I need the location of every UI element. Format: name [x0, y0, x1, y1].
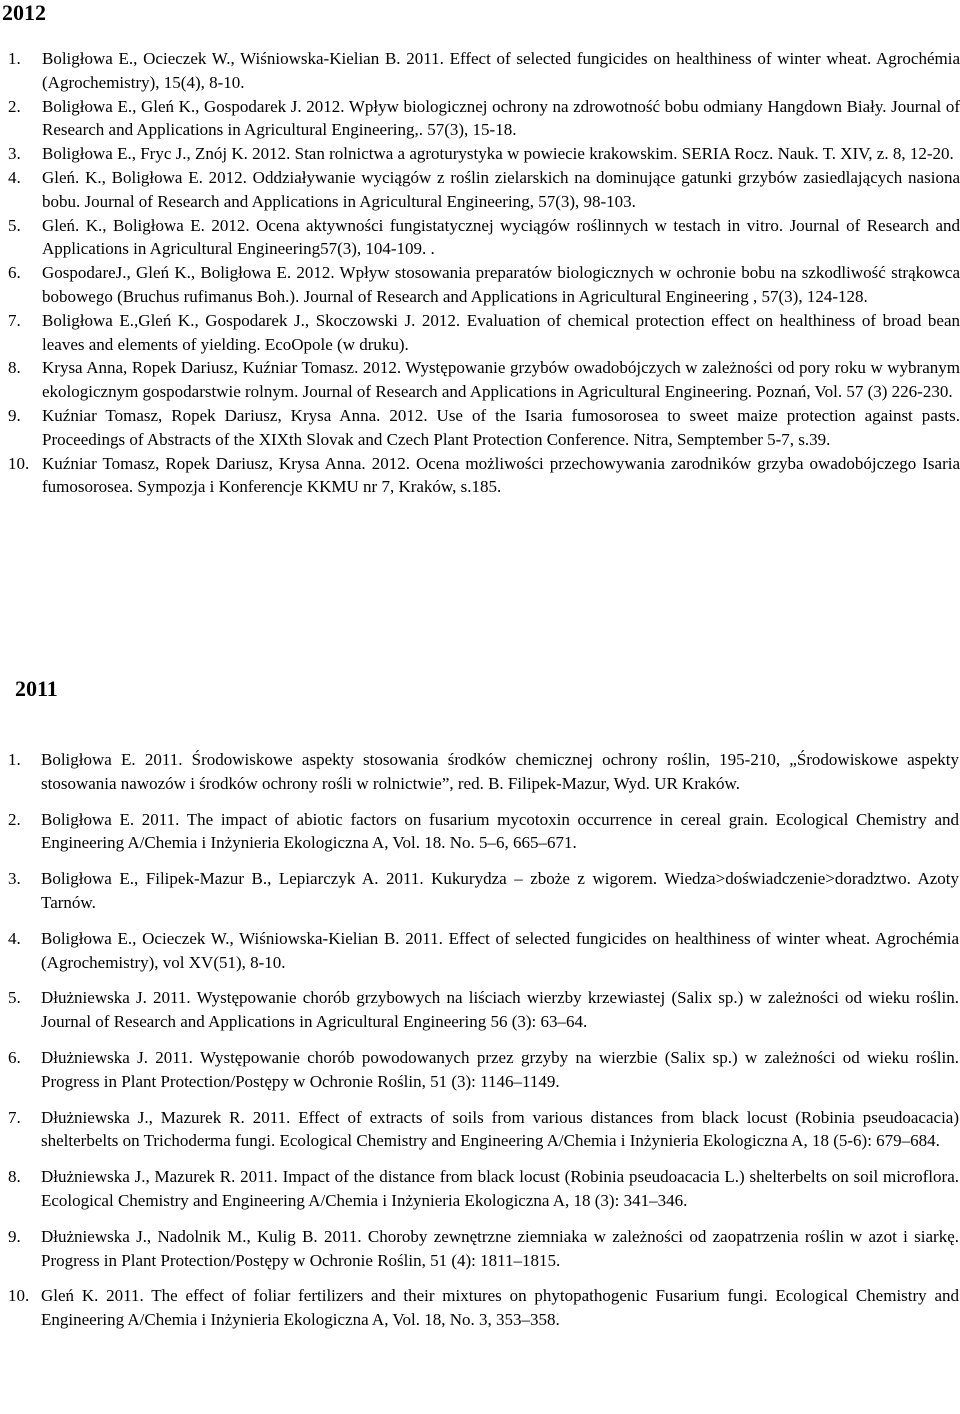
reference-number: 4.	[8, 928, 21, 948]
reference-item	[8, 808, 959, 856]
reference-item	[8, 986, 959, 1034]
reference-text: Dłużniewska J., Nadolnik M., Kulig B. 2011. Choroby zewnętrzne ziemniaka w zależności od zaopatrzenia roślin w azot i siarkę. Progress in Plant Protection/Postępy w Ochronie Roślin, 51 (4): 1811–1815.	[41, 1226, 959, 1270]
reference-list-2011	[8, 748, 959, 1344]
reference-number: 4.	[8, 167, 21, 187]
reference-number: 2.	[8, 809, 21, 829]
reference-item	[8, 927, 959, 975]
reference-number: 10.	[8, 1286, 30, 1306]
reference-text: GospodareJ., Gleń K., Boligłowa E. 2012. Wpływ stosowania preparatów biologicznych w ochronie bobu na szkodliwość strąkowca bobowego (Bruchus rufimanus Boh.). Journal of Research and Applications in Agricultural Engineering , 57(3), 124-128.	[42, 263, 960, 306]
reference-number: 8.	[8, 358, 21, 378]
reference-text: Kuźniar Tomasz, Ropek Dariusz, Krysa Anna. 2012. Use of the Isaria fumosorosea to sweet maize protection against pasts. Proceedings of Abstracts of the XIXth Slovak and Czech Plant Protection Conference. Nitra, Semptember 5-7, s.39.	[42, 405, 960, 449]
reference-text: Boligłowa E., Ocieczek W., Wiśniowska-Kielian B. 2011. Effect of selected fungicides on healthiness of winter wheat. Agrochémia (Agrochemistry), 15(4), 8-10.	[42, 49, 960, 92]
reference-text: Boligłowa E., Gleń K., Gospodarek J. 2012. Wpływ biologicznej ochrony na zdrowotność bobu odmiany Hangdown Biały. Journal of Research and Applications in Agricultural Engineering,. 57(3), 15-18.	[42, 96, 960, 140]
reference-item	[8, 214, 960, 262]
reference-item	[8, 309, 960, 357]
reference-item	[8, 867, 959, 915]
reference-number: 9.	[8, 1226, 21, 1246]
reference-number: 5.	[8, 988, 21, 1008]
reference-number: 7.	[8, 310, 21, 330]
reference-item	[8, 142, 960, 166]
reference-item	[8, 356, 960, 404]
reference-item	[8, 748, 959, 796]
reference-text: Dłużniewska J., Mazurek R. 2011. Effect of extracts of soils from various distances from black locust (Robinia pseudoacacia) shelterbelts on Trichoderma fungi. Ecological Chemistry and Engineering A/Chemia i Inżynieria Ekologiczna A, 18 (5-6): 679–684.	[41, 1107, 959, 1151]
reference-list-2012	[8, 47, 960, 499]
reference-text: Gleń. K., Boligłowa E. 2012. Oddziaływanie wyciągów z roślin zielarskich na dominujące gatunki grzybów zasiedlających nasiona bobu. Journal of Research and Applications in Agricultural Engineering, 57(3), 98-103.	[42, 167, 960, 211]
reference-number: 3.	[8, 869, 21, 889]
reference-item	[8, 166, 960, 214]
reference-number: 7.	[8, 1107, 21, 1127]
reference-number: 3.	[8, 144, 21, 164]
reference-item	[8, 1225, 959, 1273]
reference-text: Boligłowa E.,Gleń K., Gospodarek J., Skoczowski J. 2012. Evaluation of chemical protection effect on healthiness of broad bean leaves and elements of yielding. EcoOpole (w druku).	[42, 310, 960, 354]
reference-item	[8, 95, 960, 143]
reference-item	[8, 1165, 959, 1213]
reference-number: 8.	[8, 1167, 21, 1187]
reference-item	[8, 47, 960, 95]
reference-text: Kuźniar Tomasz, Ropek Dariusz, Krysa Anna. 2012. Ocena możliwości przechowywania zarodników grzyba owadobójczego Isaria fumosorosea. Sympozja i Konferencje KKMU nr 7, Kraków, s.185.	[42, 453, 960, 497]
reference-text: Dłużniewska J. 2011. Występowanie chorób powodowanych przez grzyby na wierzbie (Salix sp.) w zależności od wieku roślin. Progress in Plant Protection/Postępy w Ochronie Roślin, 51 (3): 1146–1149.	[41, 1047, 959, 1091]
reference-text: Boligłowa E. 2011. Środowiskowe aspekty stosowania środków chemicznej ochrony roślin, 195-210, „Środowiskowe aspekty stosowania nawozów i środków ochrony rośli w rolnictwie”, red. B. Filipek-Mazur, Wyd. UR Kraków.	[41, 750, 959, 793]
reference-number: 6.	[8, 263, 21, 283]
reference-number: 1.	[8, 49, 21, 68]
reference-text: Gleń K. 2011. The effect of foliar fertilizers and their mixtures on phytopathogenic Fusarium fungi. Ecological Chemistry and Engineering A/Chemia i Inżynieria Ekologiczna A, Vol. 18, No. 3, 353–358.	[41, 1286, 959, 1330]
reference-item	[8, 261, 960, 309]
reference-item	[8, 1046, 959, 1094]
reference-text: Dłużniewska J. 2011. Występowanie chorób grzybowych na liściach wierzby krzewiastej (Salix sp.) w zależności od wieku roślin. Journal of Research and Applications in Agricultural Engineering 56 (3): 63–64.	[41, 988, 959, 1032]
reference-number: 1.	[8, 750, 21, 769]
reference-item	[8, 1106, 959, 1154]
reference-text: Krysa Anna, Ropek Dariusz, Kuźniar Tomasz. 2012. Występowanie grzybów owadobójczych w zależności od pory roku w wybranym ekologicznym gospodarstwie rolnym. Journal of Research and Applications in Agricultural Engineering. Poznań, Vol. 57 (3) 226-230.	[42, 358, 960, 402]
reference-item	[8, 404, 960, 452]
section-heading-2012: 2012	[2, 0, 46, 25]
reference-text: Boligłowa E. 2011. The impact of abiotic factors on fusarium mycotoxin occurrence in cereal grain. Ecological Chemistry and Engineering A/Chemia i Inżynieria Ekologiczna A, Vol. 18. No. 5–6, 665–671.	[41, 809, 959, 853]
reference-text: Dłużniewska J., Mazurek R. 2011. Impact of the distance from black locust (Robinia pseudoacacia L.) shelterbelts on soil microflora. Ecological Chemistry and Engineering A/Chemia i Inżynieria Ekologiczna A, 18 (3): 341–346.	[41, 1167, 959, 1210]
reference-text: Gleń. K., Boligłowa E. 2012. Ocena aktywności fungistatycznej wyciągów roślinnych w testach in vitro. Journal of Research and Applications in Agricultural Engineering57(3), 104-109. .	[42, 215, 960, 259]
reference-item	[8, 1284, 959, 1332]
reference-text: Boligłowa E., Fryc J., Znój K. 2012. Stan rolnictwa a agroturystyka w powiecie krakowskim. SERIA Rocz. Nauk. T. XIV, z. 8, 12-20.	[42, 144, 954, 164]
reference-text: Boligłowa E., Ocieczek W., Wiśniowska-Kielian B. 2011. Effect of selected fungicides on healthiness of winter wheat. Agrochémia (Agrochemistry), vol XV(51), 8-10.	[41, 928, 959, 972]
reference-number: 10.	[8, 453, 30, 473]
section-heading-2011: 2011	[15, 676, 58, 701]
reference-number: 9.	[8, 405, 21, 425]
reference-number: 6.	[8, 1047, 21, 1067]
reference-number: 2.	[8, 96, 21, 116]
reference-item	[8, 452, 960, 500]
reference-text: Boligłowa E., Filipek-Mazur B., Lepiarczyk A. 2011. Kukurydza – zboże z wigorem. Wiedza>doświadczenie>doradztwo. Azoty Tarnów.	[41, 869, 959, 912]
reference-number: 5.	[8, 215, 21, 235]
